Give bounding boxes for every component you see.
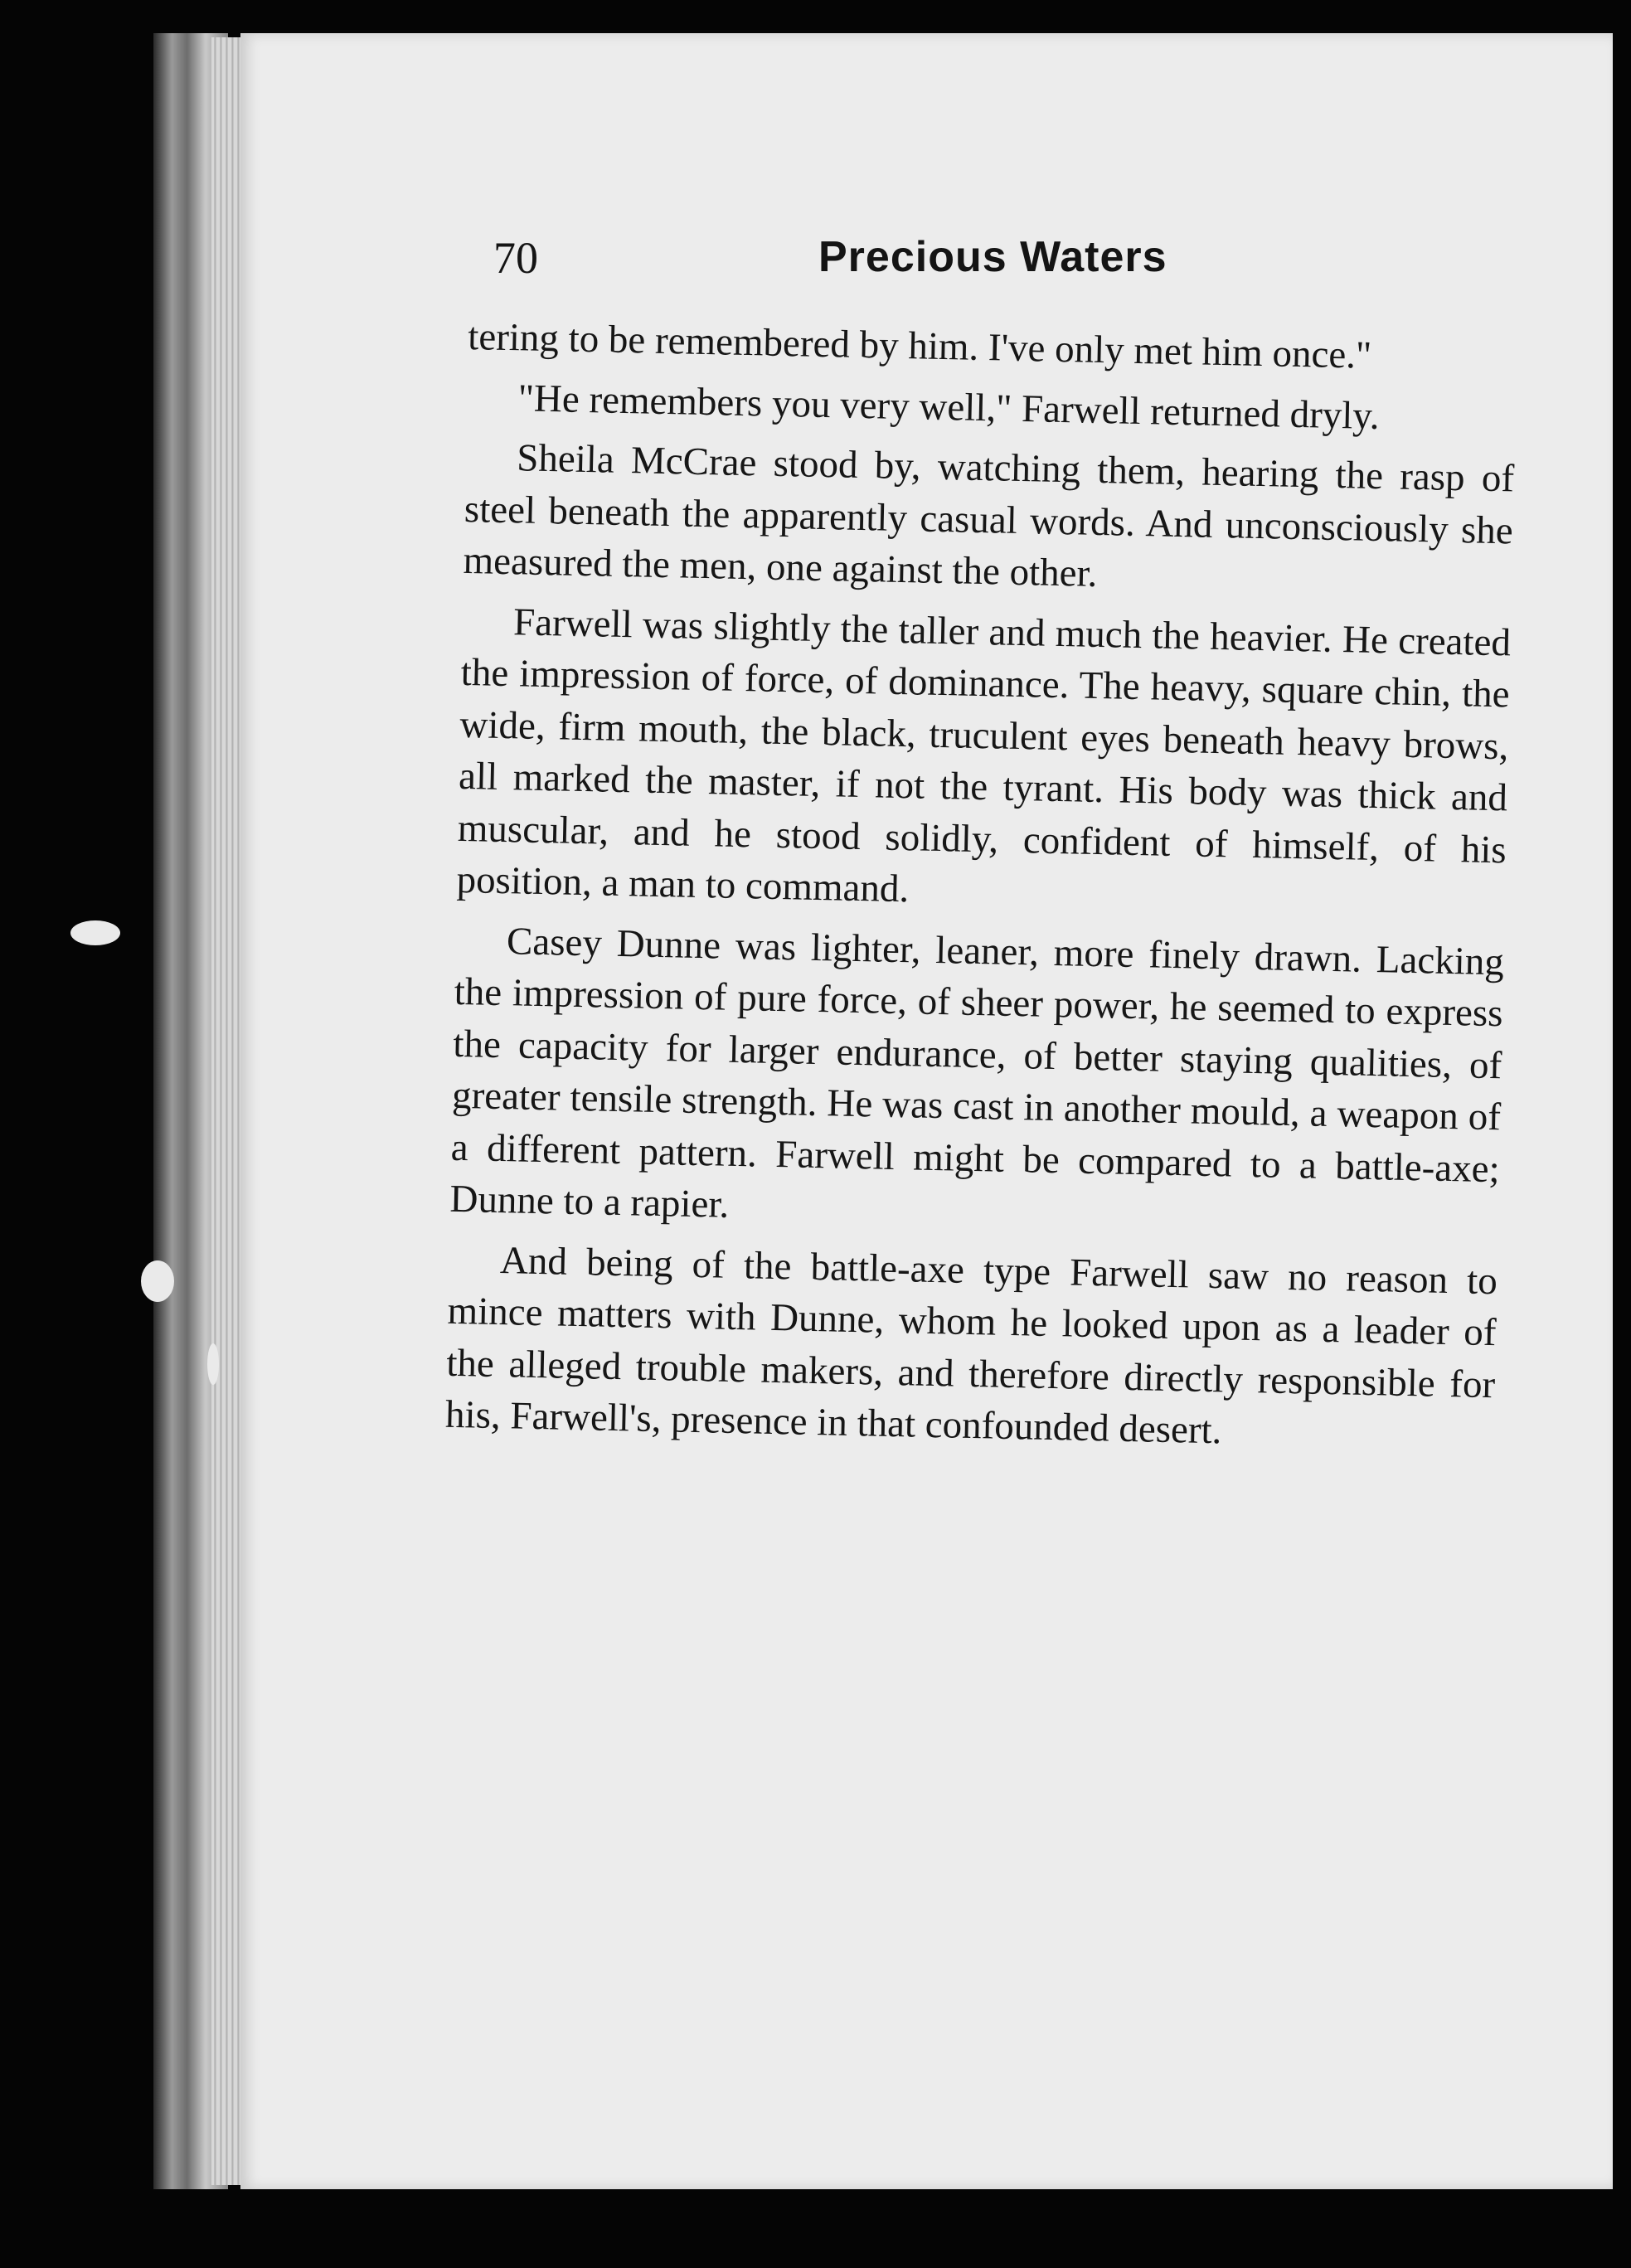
scan-speck — [141, 1260, 174, 1302]
running-header — [493, 232, 1223, 290]
scan-speck — [207, 1343, 219, 1385]
body-text — [444, 311, 1517, 1471]
page-number: 70 — [493, 233, 538, 283]
paragraph: And being of the battle-axe type Farwell saw no reason to mince matters with Dunne, whom he looked upon as a leader of the alleged trouble makers, and therefore directly responsible for his, Farwell's, presence in that confounded desert. — [444, 1238, 1498, 1453]
paragraph: "He remembers you very well," Farwell returned dryly. — [517, 376, 1381, 438]
scan-speck — [70, 920, 120, 945]
paragraph: Casey Dunne was lighter, leaner, more finely drawn. Lacking the impression of pure force, of sheer power, he seemed to express the capacity for larger endurance, of better staying qualities, of greater tensile strength. He was cast in another mould, a weapon of a different pattern. Farwell might be compared to a battle-axe; Dunne to a rapier. — [449, 919, 1505, 1226]
paragraph: Sheila McCrae stood by, watching them, hearing the rasp of steel beneath the apparently casual words. And unconsciously she measured the men, one against the other. — [463, 436, 1515, 595]
running-title: Precious Waters — [818, 233, 1167, 281]
paragraph: tering to be remembered by him. I've only met him once." — [467, 314, 1372, 377]
paragraph: Farwell was slightly the taller and much the heavier. He created the impression of force, of dominance. The heavy, square chin, the wide, firm mouth, the black, truculent eyes beneath heavy brows, all marked the master, if not the tyrant. His body was thick and muscular, and he stood solidly, confident of himself, of his position, a man to command. — [456, 600, 1512, 911]
